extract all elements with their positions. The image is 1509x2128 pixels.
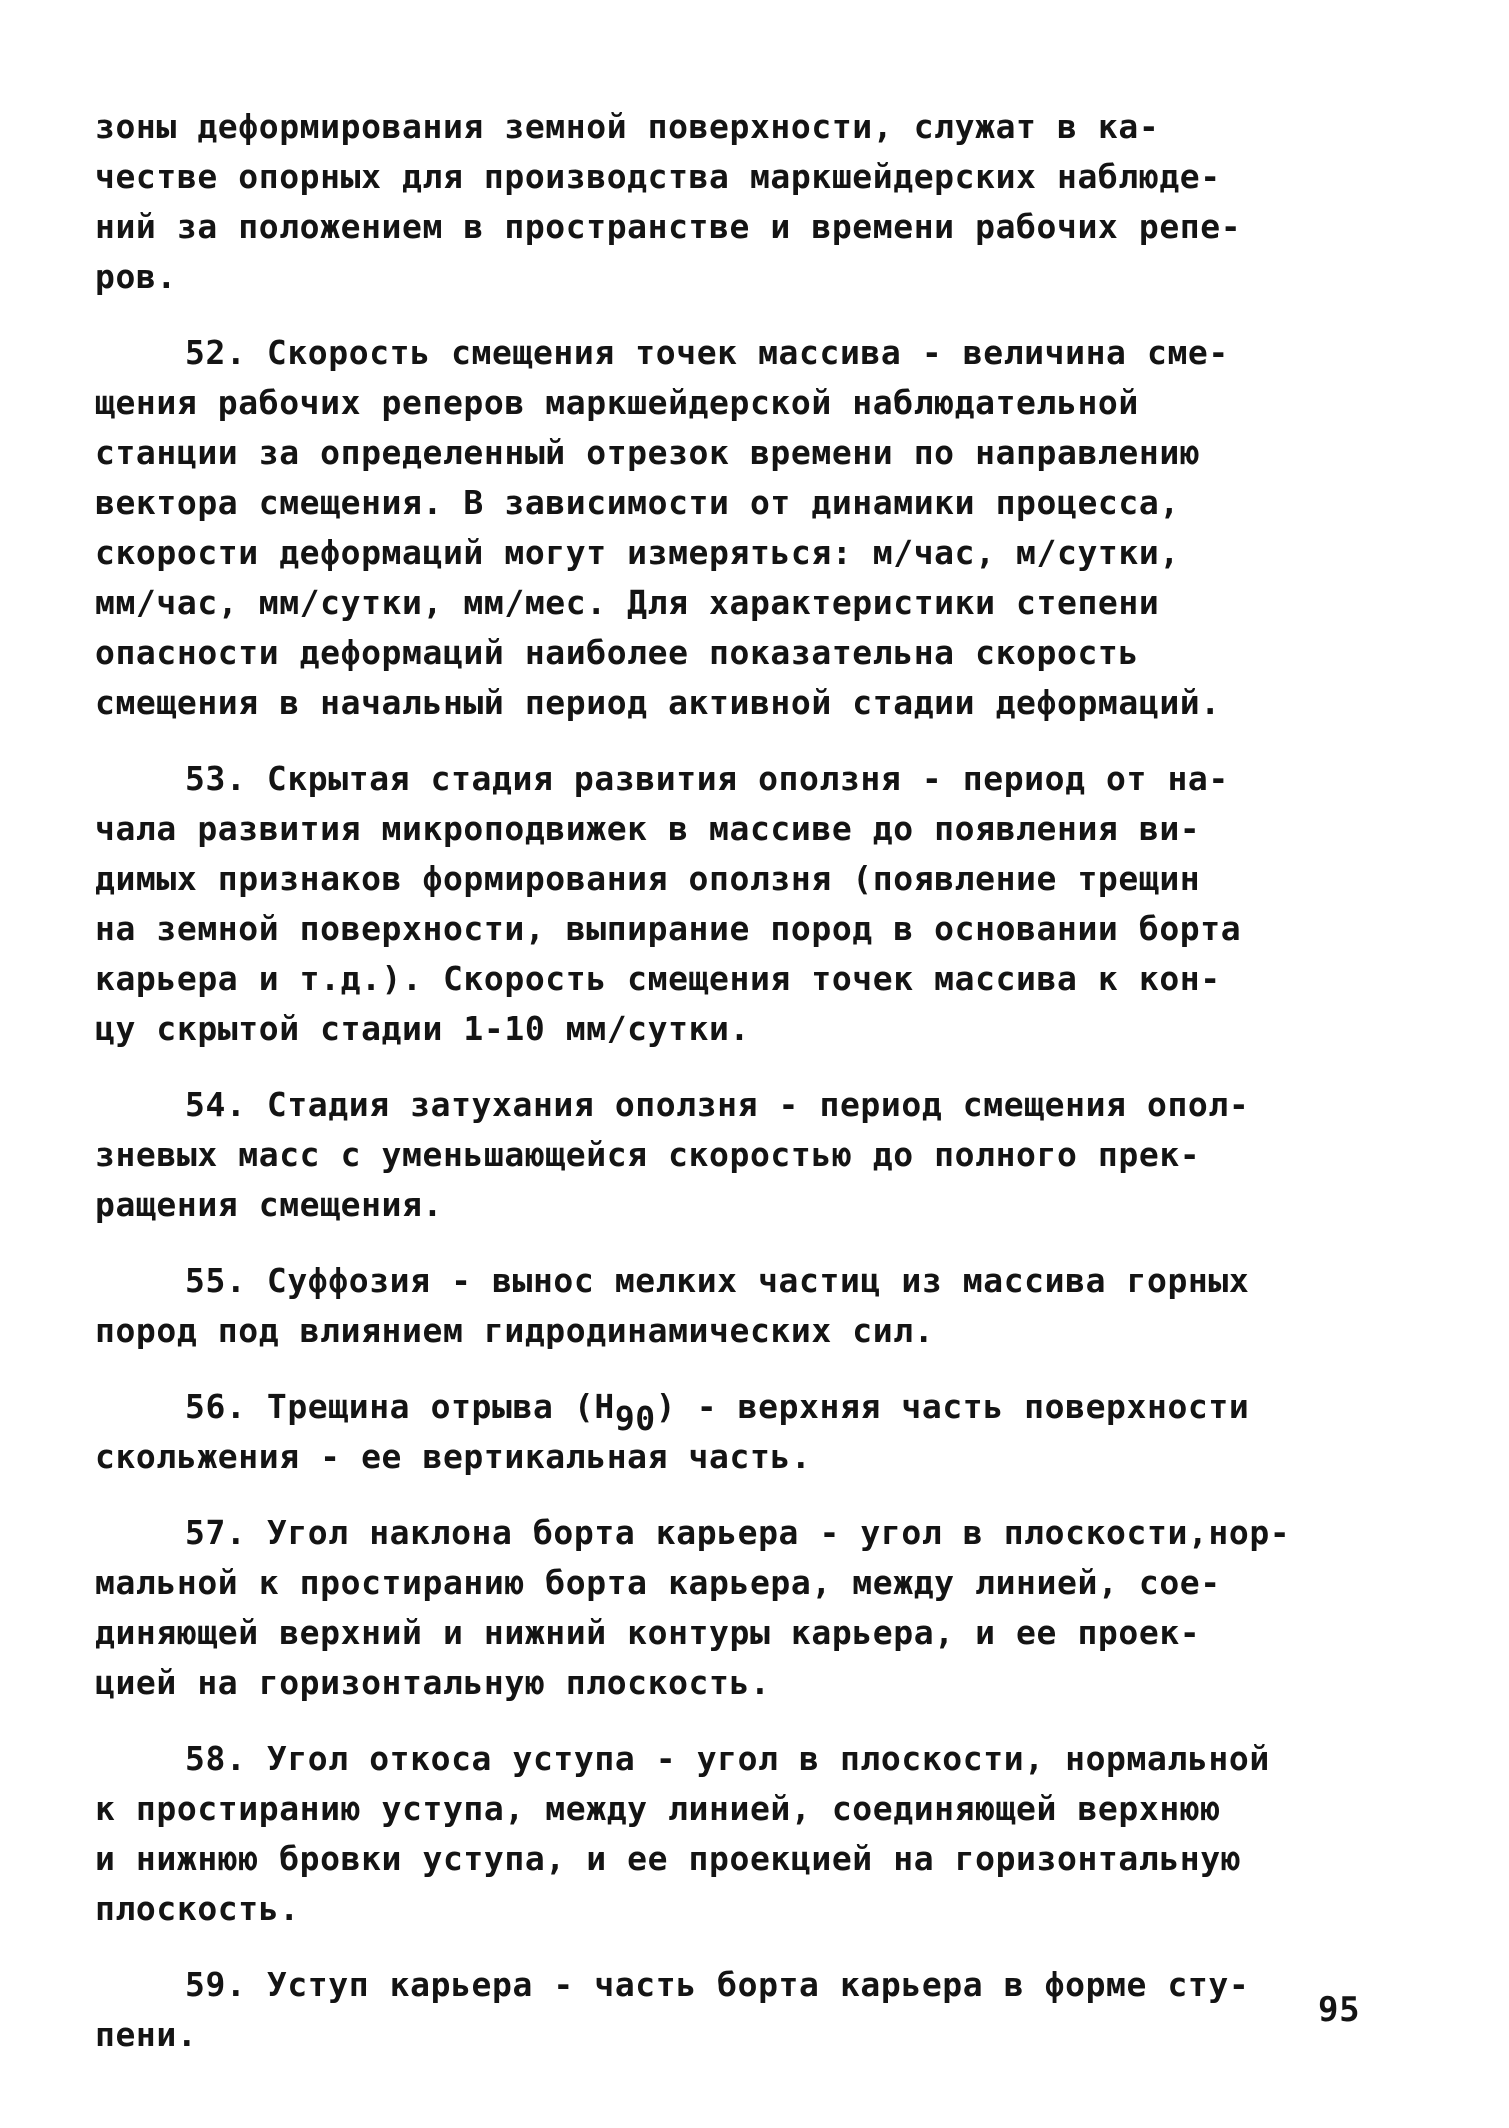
text-line: 55. Суффозия - вынос мелких частиц из массива горных bbox=[185, 1261, 1250, 1300]
paragraph-56 bbox=[95, 1382, 1425, 1482]
text-line: цу скрытой стадии 1-10 мм/сутки. bbox=[95, 1009, 750, 1048]
document-body bbox=[95, 102, 1425, 2086]
text-line: 58. Угол откоса уступа - угол в плоскости, нормальной bbox=[185, 1739, 1270, 1778]
text-fragment: ) - верхняя часть поверхности bbox=[655, 1387, 1250, 1426]
paragraph-59 bbox=[95, 1960, 1425, 2060]
text-line: 57. Угол наклона борта карьера - угол в плоскости,нор- bbox=[185, 1513, 1291, 1552]
text-line: зневых масс с уменьшающейся скоростью до полного прек- bbox=[95, 1135, 1201, 1174]
text-line: зоны деформирования земной поверхности, служат в ка- bbox=[95, 107, 1160, 146]
text-line: пород под влиянием гидродинамических сил. bbox=[95, 1311, 935, 1350]
text-line: плоскость. bbox=[95, 1889, 300, 1928]
text-line: мм/час, мм/сутки, мм/мес. Для характеристики степени bbox=[95, 583, 1160, 622]
text-line: ний за положением в пространстве и времени рабочих репе- bbox=[95, 207, 1242, 246]
text-line: димых признаков формирования оползня (появление трещин bbox=[95, 859, 1201, 898]
text-line bbox=[95, 1382, 1425, 1438]
text-line: щения рабочих реперов маркшейдерской наблюдательной bbox=[95, 383, 1139, 422]
text-fragment: 56. Трещина отрыва (H bbox=[185, 1387, 615, 1426]
text-line: ров. bbox=[95, 257, 177, 296]
text-line: скольжения - ее вертикальная часть. bbox=[95, 1437, 812, 1476]
paragraph-intro bbox=[95, 102, 1425, 302]
text-line: честве опорных для производства маркшейдерских наблюде- bbox=[95, 157, 1221, 196]
text-line: 52. Скорость смещения точек массива - величина сме- bbox=[185, 333, 1229, 372]
text-line: мальной к простиранию борта карьера, между линией, сое- bbox=[95, 1563, 1221, 1602]
text-line: цией на горизонтальную плоскость. bbox=[95, 1663, 771, 1702]
text-line: ращения смещения. bbox=[95, 1185, 443, 1224]
paragraph-52 bbox=[95, 328, 1425, 728]
text-line: скорости деформаций могут измеряться: м/час, м/сутки, bbox=[95, 533, 1180, 572]
text-line: на земной поверхности, выпирание пород в основании борта bbox=[95, 909, 1242, 948]
text-line: диняющей верхний и нижний контуры карьера, и ее проек- bbox=[95, 1613, 1201, 1652]
paragraph-58 bbox=[95, 1734, 1425, 1934]
text-line: 54. Стадия затухания оползня - период смещения опол- bbox=[185, 1085, 1250, 1124]
paragraph-53 bbox=[95, 754, 1425, 1054]
subscript: 90 bbox=[614, 1399, 656, 1438]
text-line: смещения в начальный период активной стадии деформаций. bbox=[95, 683, 1221, 722]
paragraph-57 bbox=[95, 1508, 1425, 1708]
paragraph-54 bbox=[95, 1080, 1425, 1230]
text-line: вектора смещения. В зависимости от динамики процесса, bbox=[95, 483, 1180, 522]
text-line: и нижнюю бровки уступа, и ее проекцией на горизонтальную bbox=[95, 1839, 1242, 1878]
text-line: 53. Скрытая стадия развития оползня - период от на- bbox=[185, 759, 1229, 798]
page-number: 95 bbox=[1318, 1990, 1361, 2030]
paragraph-55 bbox=[95, 1256, 1425, 1356]
text-line: опасности деформаций наиболее показательна скорость bbox=[95, 633, 1139, 672]
text-line: станции за определенный отрезок времени по направлению bbox=[95, 433, 1201, 472]
text-line: к простиранию уступа, между линией, соединяющей верхнюю bbox=[95, 1789, 1221, 1828]
text-line: пени. bbox=[95, 2015, 198, 2054]
text-line: чала развития микроподвижек в массиве до появления ви- bbox=[95, 809, 1201, 848]
text-line: 59. Уступ карьера - часть борта карьера в форме сту- bbox=[185, 1965, 1250, 2004]
text-line: карьера и т.д.). Скорость смещения точек массива к кон- bbox=[95, 959, 1221, 998]
